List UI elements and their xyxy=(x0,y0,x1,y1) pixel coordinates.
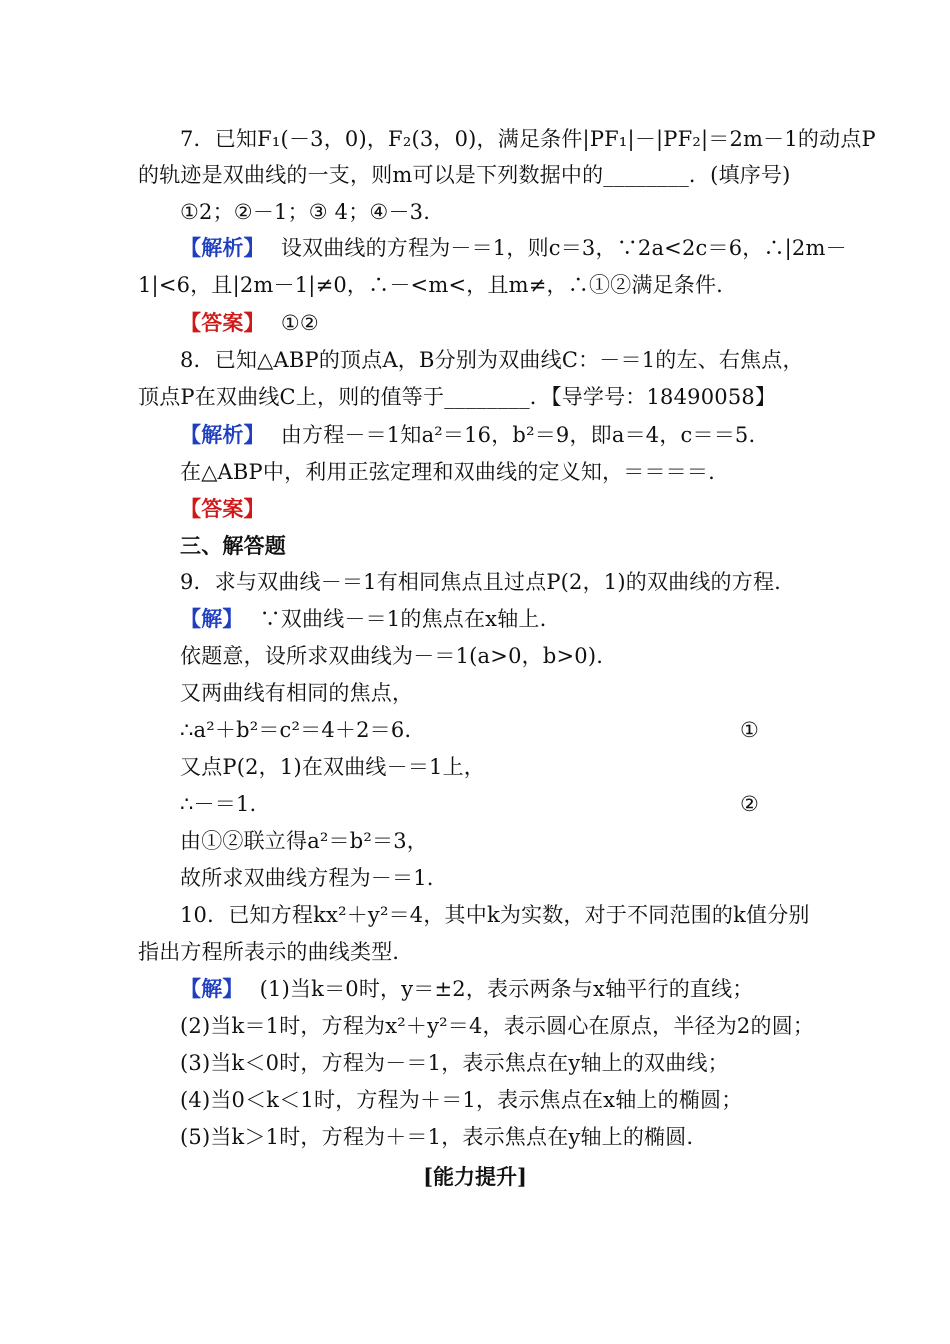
q7-answer-text: ①② xyxy=(280,311,319,335)
q9-line5: 又点P(2，1)在双曲线－＝1上， xyxy=(180,755,485,779)
q9-eq1: ∴a²＋b²＝c²＝4＋2＝6. xyxy=(180,718,412,742)
q10-solution-line1 xyxy=(180,974,860,1004)
q9-eq2: ∴－＝1. xyxy=(180,792,257,816)
q10-line6: (5)当k＞1时，方程为＋＝1，表示焦点在y轴上的椭圆． xyxy=(180,1125,708,1149)
q8-analysis-text: 由方程－＝1知a²＝16，b²＝9，即a＝4，c＝＝5. xyxy=(280,423,756,447)
q10-line1: 10．已知方程kx²＋y²＝4，其中k为实数，对于不同范围的k值分别 xyxy=(180,903,810,927)
analysis-tag: 【解析】 xyxy=(180,422,265,447)
analysis-tag: 【解析】 xyxy=(180,235,265,260)
section-heading: 三、解答题 xyxy=(180,533,286,558)
q10-line4: (3)当k＜0时，方程为－＝1，表示焦点在y轴上的双曲线； xyxy=(180,1051,729,1075)
q9-line8: 故所求双曲线方程为－＝1. xyxy=(180,866,434,890)
answer-tag: 【答案】 xyxy=(180,496,265,521)
section-footer: [能力提升] xyxy=(423,1164,527,1189)
q7-analysis-line2: 1|<6，且|2m－1|≠0，∴－<m<，且m≠，∴①②满足条件. xyxy=(138,273,724,297)
q10-line5: (4)当0＜k＜1时，方程为＋＝1，表示焦点在x轴上的椭圆； xyxy=(180,1088,743,1112)
q10-line3: (2)当k＝1时，方程为x²＋y²＝4，表示圆心在原点，半径为2的圆； xyxy=(180,1014,815,1038)
q7-analysis-text: 设双曲线的方程为－＝1，则c＝3，∵2a<2c＝6，∴|2m－ xyxy=(280,236,847,260)
q9-line4 xyxy=(180,715,860,745)
q9-solution-text: ∵双曲线－＝1的焦点在x轴上. xyxy=(259,607,547,631)
solution-tag: 【解】 xyxy=(180,606,244,631)
solution-tag: 【解】 xyxy=(180,976,244,1001)
q10-solution-text: (1)当k＝0时，y＝±2，表示两条与x轴平行的直线； xyxy=(259,977,754,1001)
q9-line7: 由①②联立得a²＝b²＝3， xyxy=(180,829,428,853)
q9-line6 xyxy=(180,789,860,819)
marker-one: ① xyxy=(740,718,760,742)
q7-analysis-line1 xyxy=(180,233,860,263)
q7-options: ①2；②－1；③ 4；④－3. xyxy=(180,200,431,224)
q9-line2: 依题意，设所求双曲线为－＝1(a>0，b>0). xyxy=(180,644,604,668)
q9-solution-line1 xyxy=(180,604,860,634)
q9-question: 9．求与双曲线－＝1有相同焦点且过点P(2，1)的双曲线的方程. xyxy=(180,570,782,594)
q8-analysis-line1 xyxy=(180,420,860,450)
q10-line2: 指出方程所表示的曲线类型． xyxy=(138,940,414,964)
q7-line1: 7．已知F₁(－3，0)，F₂(3，0)，满足条件|PF₁|－|PF₂|＝2m－1的动点P xyxy=(180,127,876,151)
q8-line2: 顶点P在双曲线C上，则的值等于________．【导学号：18490058】 xyxy=(138,385,777,409)
q7-answer xyxy=(180,308,860,338)
q8-answer xyxy=(180,494,860,524)
q9-line3: 又两曲线有相同的焦点， xyxy=(180,681,414,705)
marker-two: ② xyxy=(740,792,760,816)
answer-tag: 【答案】 xyxy=(180,310,265,335)
q8-analysis-line2: 在△ABP中，利用正弦定理和双曲线的定义知，＝＝＝＝. xyxy=(180,460,715,484)
q7-line2: 的轨迹是双曲线的一支，则m可以是下列数据中的________．(填序号) xyxy=(138,163,791,187)
q8-line1: 8．已知△ABP的顶点A，B分别为双曲线C：－＝1的左、右焦点， xyxy=(180,348,804,372)
